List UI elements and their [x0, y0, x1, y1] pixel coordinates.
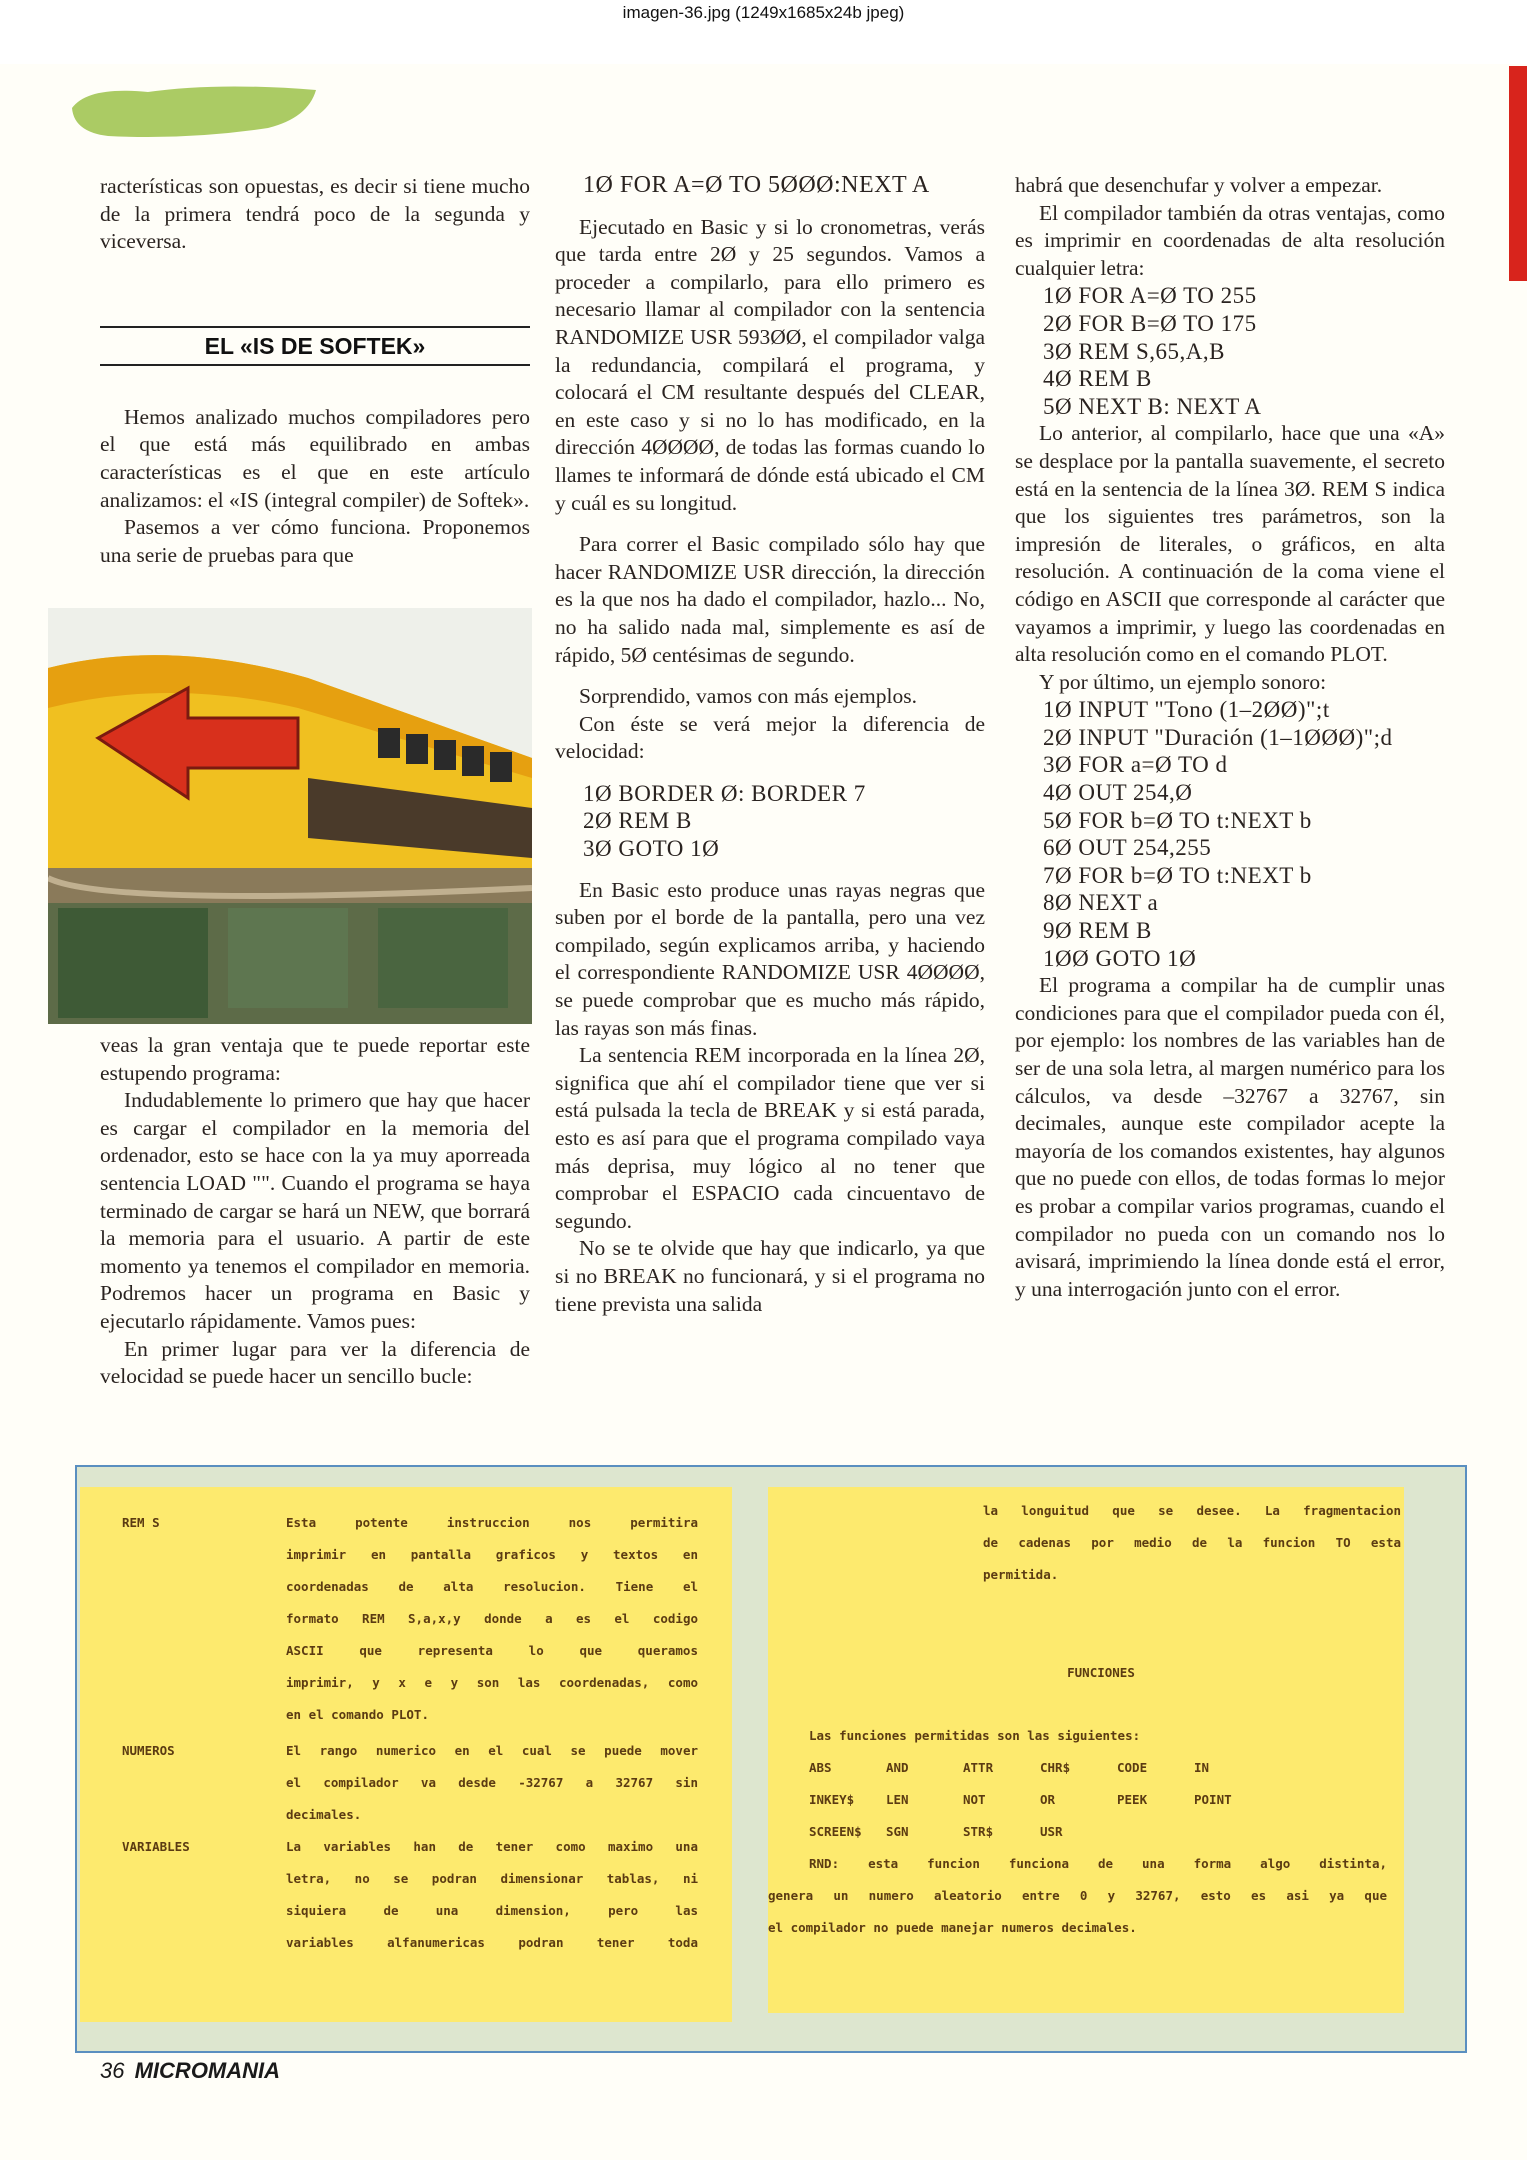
function-name: USR [1040, 1824, 1063, 1839]
red-edge-tab [1509, 66, 1527, 281]
definition-line: permitida. [983, 1567, 1059, 1582]
paragraph: Sorprendido, vamos con más ejemplos. [579, 684, 917, 709]
definition-line: imprimir en pantalla graficos y textos en [286, 1547, 698, 1562]
sidebar-left-panel [80, 1487, 732, 2022]
section-heading: EL «IS DE SOFTEK» [100, 326, 530, 366]
function-name: ABS [809, 1760, 832, 1775]
paragraph: racterísticas son opuestas, es decir si tiene mucho de la primera tendrá poco de la segunda y viceversa. [100, 174, 530, 254]
function-name: STR$ [963, 1824, 994, 1839]
paragraph: Para correr el Basic compilado sólo hay que hacer RANDOMIZE USR dirección, la dirección es la que nos ha dado el compilador, hazlo... No, no ha salido nada mal, simplemente es así de rápido, 5Ø centésimas de segundo. [555, 532, 985, 667]
function-name: POINT [1194, 1792, 1232, 1807]
function-name: AND [886, 1760, 909, 1775]
code-line: 1Ø BORDER Ø: BORDER 7 [583, 780, 866, 806]
definition-line: La variables han de tener como maximo una [286, 1839, 698, 1854]
code-line: 4Ø OUT 254,Ø [1043, 780, 1193, 806]
term-label: REM S [122, 1515, 160, 1530]
paragraph: El compilador también da otras ventajas, como es imprimir en coordenadas de alta resolución cualquier letra: [1015, 200, 1445, 280]
code-line: 3Ø FOR a=Ø TO d [1043, 752, 1228, 778]
code-line: 4Ø REM B [1043, 366, 1152, 392]
rnd-line: RND: esta funcion funciona de una forma algo distinta, [809, 1856, 1387, 1871]
window-title: imagen-36.jpg (1249x1685x24b jpeg) [622, 3, 905, 22]
definition-line: decimales. [286, 1807, 362, 1822]
paragraph: Ejecutado en Basic y si lo cronometras, verás que tarda entre 2Ø y 25 segundos. Vamos a proceder a compilarlo, para ello primero es necesario llamar al compilador con la sentencia RANDOMIZE USR 593ØØ, el compilador valga la redundancia, compilará el programa, y colocará el CM resultante después del CLEAR, en este caso y si no lo has modificado, en la dirección 4ØØØØ, de todas las formas cuando lo llames te informará de dónde está ubicado el CM y cuál es su longitud. [555, 214, 985, 515]
function-name: PEEK [1117, 1792, 1148, 1807]
paragraph: Con éste se verá mejor la diferencia de velocidad: [555, 711, 985, 764]
function-name: ATTR [963, 1760, 994, 1775]
code-line: 3Ø GOTO 1Ø [583, 836, 720, 862]
window-titlebar [0, 0, 1527, 62]
functions-title: FUNCIONES [1067, 1665, 1135, 1680]
code-line: 1Ø FOR A=Ø TO 5ØØØ:NEXT A [583, 172, 930, 198]
paragraph: El programa a compilar ha de cumplir unas condiciones para que el compilador pueda con él, por ejemplo: los nombres de las variables han de ser de una sola letra, al margen numérico para los cálculos, va desde –32767 a 32767, sin decimales, aunque este compilador acepte la mayoría de los comandos existentes, hay algunos que no puede con ellos, de todas formas lo mejor es probar a compilar varios programas, cuando el compilador no pueda con un comando nos lo avisará, imprimiendo la línea donde está el error, y una interrogación junto con el error. [1015, 973, 1445, 1301]
rnd-line: el compilador no puede manejar numeros decimales. [768, 1920, 1137, 1935]
code-line: 1Ø INPUT "Tono (1–2ØØ)";t [1043, 697, 1330, 723]
rnd-line: genera un numero aleatorio entre 0 y 32767, esto es asi ya que [768, 1888, 1387, 1903]
sidebar-right-panel [768, 1487, 1404, 2013]
green-brush-stroke [68, 78, 320, 142]
function-name: SGN [886, 1824, 909, 1839]
definition-line: siquiera de una dimension, pero las [286, 1903, 698, 1918]
paragraph: Y por último, un ejemplo sonoro: [1039, 669, 1327, 694]
code-line: 9Ø REM B [1043, 918, 1152, 944]
column-3 [1015, 172, 1445, 1303]
code-line: 5Ø FOR b=Ø TO t:NEXT b [1043, 807, 1312, 833]
paragraph: No se te olvide que hay que indicarlo, ya que si no BREAK no funcionará, y si el programa no tiene prevista una salida [555, 1236, 985, 1316]
function-name: SCREEN$ [809, 1824, 862, 1839]
paragraph: Hemos analizado muchos compiladores pero el que está más equilibrado en ambas características es el que en este artículo analizamos: el «IS (integral compiler) de Softek». [100, 404, 530, 512]
column-2 [555, 172, 985, 1318]
definition-line: letra, no se podran dimensionar tablas, ni [286, 1871, 698, 1886]
definition-line: el compilador va desde -32767 a 32767 sin [286, 1775, 698, 1790]
column-1-continued [100, 1032, 530, 1391]
definition-line: la longuitud que se desee. La fragmentacion [983, 1503, 1401, 1518]
functions-intro: Las funciones permitidas son las siguientes: [809, 1728, 1141, 1743]
code-line: 1Ø FOR A=Ø TO 255 [1043, 283, 1257, 309]
function-name: CHR$ [1040, 1760, 1071, 1775]
paragraph: En Basic esto produce unas rayas negras que suben por el borde de la pantalla, pero una vez compilado, según explicamos arriba, y haciendo el correspondiente RANDOMIZE USR 4ØØØØ, se puede comprobar que es mucho más rápido, las rayas son más finas. [555, 877, 985, 1040]
function-name: OR [1040, 1792, 1056, 1807]
definition-line: El rango numerico en el cual se puede mover [286, 1743, 698, 1758]
train-illustration [48, 608, 532, 1024]
function-name: CODE [1117, 1760, 1148, 1775]
paragraph: habrá que desenchufar y volver a empezar. [1015, 173, 1383, 197]
definition-line: en el comando PLOT. [286, 1707, 429, 1722]
definition-line: Esta potente instruccion nos permitira [286, 1515, 698, 1530]
definition-line: ASCII que representa lo que queramos [286, 1643, 698, 1658]
column-1 [100, 173, 530, 569]
definition-line: de cadenas por medio de la funcion TO esta [983, 1535, 1401, 1550]
page-footer [100, 2058, 280, 2084]
code-line: 5Ø NEXT B: NEXT A [1043, 393, 1262, 419]
code-line: 1ØØ GOTO 1Ø [1043, 945, 1197, 971]
code-line: 2Ø INPUT "Duración (1–1ØØØ)";d [1043, 724, 1393, 750]
term-label: NUMEROS [122, 1743, 175, 1758]
function-name: NOT [963, 1792, 986, 1807]
definition-line: formato REM S,a,x,y donde a es el codigo [286, 1611, 698, 1626]
code-line: 2Ø REM B [583, 808, 692, 834]
definition-line: imprimir, y x e y son las coordenadas, como [286, 1675, 698, 1690]
function-name: IN [1194, 1760, 1210, 1775]
paragraph: Indudablemente lo primero que hay que hacer es cargar el compilador en la memoria del ordenador, esto se hace con la ya muy aporreada sentencia LOAD "". Cuando el programa se haya terminado de cargar se hará un NEW, que borrará la memoria para el usuario. A partir de este momento ya tenemos el compilador en memoria. Podremos hacer un programa en Basic y ejecutarlo rápidamente. Vamos pues: [100, 1088, 530, 1333]
code-line: 3Ø REM S,65,A,B [1043, 338, 1225, 364]
function-name: INKEY$ [809, 1792, 855, 1807]
paragraph: La sentencia REM incorporada en la línea 2Ø, significa que ahí el compilador tiene que ver si está pulsada la tecla de BREAK y si está parada, esto es así para que el programa compilado vaya más deprisa, muy lógico al no tener que comprobar el ESPACIO cada cincuentavo de segundo. [555, 1043, 985, 1233]
paragraph: En primer lugar para ver la diferencia de velocidad se puede hacer un sencillo bucle: [100, 1336, 530, 1389]
code-line: 2Ø FOR B=Ø TO 175 [1043, 310, 1257, 336]
function-name: LEN [886, 1792, 909, 1807]
code-line: 6Ø OUT 254,255 [1043, 835, 1212, 861]
magazine-name: MICROMANIA [134, 2058, 281, 2083]
definition-line: variables alfanumericas podran tener toda [286, 1935, 698, 1950]
paragraph: Pasemos a ver cómo funciona. Proponemos una serie de pruebas para que [100, 515, 530, 567]
page-number: 36 [100, 2058, 125, 2083]
paragraph: veas la gran ventaja que te puede reportar este estupendo programa: [100, 1033, 530, 1085]
definition-line: coordenadas de alta resolucion. Tiene el [286, 1579, 698, 1594]
paragraph: Lo anterior, al compilarlo, hace que una «A» se desplace por la pantalla suavemente, el secreto está en la sentencia de la línea 3Ø. REM S indica que los siguientes tres parámetros, son la impresión de literales, o gráficos, en alta resolución. A continuación de la coma viene el código en ASCII que corresponde al carácter que vayamos a imprimir, y luego las coordenadas en alta resolución como en el comando PLOT. [1015, 421, 1445, 667]
term-label: VARIABLES [122, 1839, 190, 1854]
code-line: 8Ø NEXT a [1043, 890, 1159, 916]
code-line: 7Ø FOR b=Ø TO t:NEXT b [1043, 862, 1312, 888]
